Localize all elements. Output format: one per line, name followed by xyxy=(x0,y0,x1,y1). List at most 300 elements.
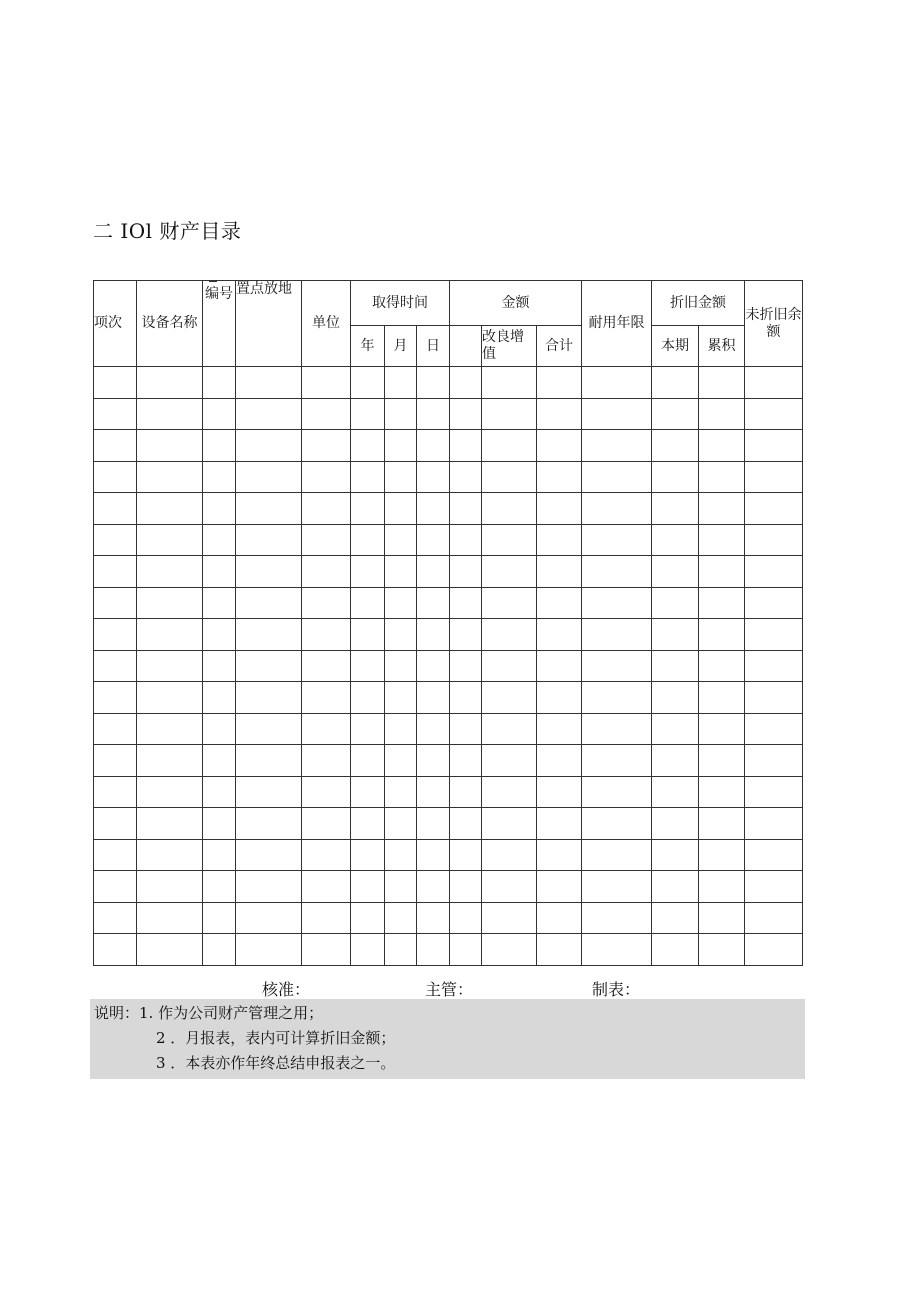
table-cell xyxy=(302,556,351,588)
table-cell xyxy=(94,524,137,556)
table-cell xyxy=(450,587,482,619)
table-cell xyxy=(351,461,385,493)
table-cell xyxy=(137,839,203,871)
table-cell xyxy=(482,398,537,430)
table-cell xyxy=(203,682,236,714)
approval-label: 核准： xyxy=(262,980,311,999)
table-cell xyxy=(582,808,652,840)
table-cell xyxy=(745,524,803,556)
table-row xyxy=(94,461,803,493)
table-cell xyxy=(417,461,450,493)
signature-line xyxy=(0,977,920,999)
header-total: 合计 xyxy=(537,326,582,367)
table-cell xyxy=(699,682,745,714)
table-cell xyxy=(385,524,417,556)
table-cell xyxy=(482,493,537,525)
table-cell xyxy=(537,902,582,934)
table-cell xyxy=(236,367,302,399)
header-number xyxy=(203,281,236,367)
table-cell xyxy=(94,493,137,525)
table-cell xyxy=(302,902,351,934)
table-row xyxy=(94,682,803,714)
table-cell xyxy=(94,776,137,808)
table-cell xyxy=(699,902,745,934)
table-cell xyxy=(450,934,482,966)
header-unit: 单位 xyxy=(302,281,351,367)
table-cell xyxy=(537,776,582,808)
table-cell xyxy=(94,619,137,651)
table-body xyxy=(94,367,803,966)
table-cell xyxy=(417,713,450,745)
table-cell xyxy=(582,430,652,462)
table-row xyxy=(94,650,803,682)
table-cell xyxy=(137,902,203,934)
table-cell xyxy=(351,808,385,840)
table-cell xyxy=(745,587,803,619)
table-cell xyxy=(482,367,537,399)
table-cell xyxy=(582,619,652,651)
table-cell xyxy=(582,682,652,714)
table-cell xyxy=(351,524,385,556)
table-cell xyxy=(351,839,385,871)
table-cell xyxy=(745,650,803,682)
table-cell xyxy=(302,713,351,745)
table-cell xyxy=(351,493,385,525)
table-cell xyxy=(236,556,302,588)
table-cell xyxy=(385,430,417,462)
header-year: 年 xyxy=(351,326,385,367)
table-cell xyxy=(482,871,537,903)
table-cell xyxy=(450,839,482,871)
table-cell xyxy=(236,776,302,808)
table-cell xyxy=(203,713,236,745)
table-cell xyxy=(137,493,203,525)
header-depreciation-amount: 折旧金额 xyxy=(652,281,745,326)
table-cell xyxy=(450,902,482,934)
table-cell xyxy=(699,430,745,462)
table-cell xyxy=(652,619,699,651)
table-cell xyxy=(652,839,699,871)
table-row xyxy=(94,713,803,745)
table-cell xyxy=(652,934,699,966)
table-cell xyxy=(745,839,803,871)
table-cell xyxy=(745,556,803,588)
table-cell xyxy=(94,713,137,745)
table-row xyxy=(94,587,803,619)
table-cell xyxy=(236,902,302,934)
table-cell xyxy=(745,808,803,840)
header-item-no: 项次 xyxy=(94,281,137,367)
table-cell xyxy=(652,808,699,840)
notes-line-1 xyxy=(94,1001,323,1025)
table-cell xyxy=(652,430,699,462)
table-cell xyxy=(582,745,652,777)
table-cell xyxy=(302,808,351,840)
table-cell xyxy=(745,682,803,714)
table-cell xyxy=(351,682,385,714)
table-cell xyxy=(482,713,537,745)
header-location: 置点放地 xyxy=(236,281,302,367)
table-cell xyxy=(236,808,302,840)
table-cell xyxy=(450,808,482,840)
table-cell xyxy=(699,493,745,525)
table-cell xyxy=(236,493,302,525)
table-cell xyxy=(417,839,450,871)
header-undepreciated-balance: 未折旧余额 xyxy=(745,281,803,367)
header-day: 日 xyxy=(417,326,450,367)
table-row xyxy=(94,556,803,588)
table-cell xyxy=(137,871,203,903)
table-cell xyxy=(385,493,417,525)
table-cell xyxy=(203,934,236,966)
table-cell xyxy=(745,619,803,651)
table-row xyxy=(94,871,803,903)
table-row xyxy=(94,934,803,966)
table-cell xyxy=(699,461,745,493)
table-cell xyxy=(417,493,450,525)
table-cell xyxy=(582,713,652,745)
table-cell xyxy=(652,776,699,808)
table-cell xyxy=(385,808,417,840)
header-acquired-date: 取得时间 xyxy=(351,281,450,326)
table-cell xyxy=(537,871,582,903)
header-month: 月 xyxy=(385,326,417,367)
table-cell xyxy=(482,587,537,619)
table-cell xyxy=(417,587,450,619)
table-row xyxy=(94,524,803,556)
table-cell xyxy=(137,524,203,556)
table-cell xyxy=(203,493,236,525)
table-cell xyxy=(417,745,450,777)
table-row xyxy=(94,398,803,430)
table-cell xyxy=(699,808,745,840)
header-current-period: 本期 xyxy=(652,326,699,367)
table-cell xyxy=(745,934,803,966)
table-cell xyxy=(94,650,137,682)
table-cell xyxy=(482,808,537,840)
table-cell xyxy=(302,871,351,903)
table-cell xyxy=(482,650,537,682)
notes-line-3: 3 ．本表亦作年终总结申报表之一。 xyxy=(156,1054,396,1072)
table-cell xyxy=(450,713,482,745)
table-cell xyxy=(351,398,385,430)
table-cell xyxy=(236,619,302,651)
table-cell xyxy=(417,367,450,399)
table-cell xyxy=(203,619,236,651)
table-cell xyxy=(94,430,137,462)
table-cell xyxy=(94,745,137,777)
table-cell xyxy=(385,745,417,777)
table-row xyxy=(94,619,803,651)
table-cell xyxy=(537,619,582,651)
table-cell xyxy=(652,398,699,430)
table-cell xyxy=(450,461,482,493)
table-cell xyxy=(236,713,302,745)
table-cell xyxy=(94,839,137,871)
table-cell xyxy=(203,902,236,934)
table-cell xyxy=(236,461,302,493)
table-cell xyxy=(699,839,745,871)
table-cell xyxy=(203,367,236,399)
table-cell xyxy=(236,430,302,462)
table-cell xyxy=(385,682,417,714)
table-cell xyxy=(203,808,236,840)
table-cell xyxy=(537,556,582,588)
table-cell xyxy=(203,587,236,619)
table-cell xyxy=(302,650,351,682)
table-cell xyxy=(450,619,482,651)
table-cell xyxy=(417,650,450,682)
table-cell xyxy=(450,556,482,588)
header-equipment-name: 设备名称 xyxy=(137,281,203,367)
table-cell xyxy=(417,808,450,840)
table-cell xyxy=(699,556,745,588)
table-cell xyxy=(652,493,699,525)
table-cell xyxy=(582,587,652,619)
table-cell xyxy=(385,367,417,399)
table-cell xyxy=(699,776,745,808)
table-cell xyxy=(450,524,482,556)
table-cell xyxy=(699,619,745,651)
table-cell xyxy=(351,934,385,966)
table-cell xyxy=(302,398,351,430)
table-cell xyxy=(203,745,236,777)
table-cell xyxy=(537,745,582,777)
table-cell xyxy=(351,902,385,934)
table-cell xyxy=(94,871,137,903)
table-cell xyxy=(385,461,417,493)
table-cell xyxy=(203,556,236,588)
table-cell xyxy=(699,871,745,903)
table-cell xyxy=(137,808,203,840)
table-cell xyxy=(302,461,351,493)
table-cell xyxy=(699,524,745,556)
table-cell xyxy=(137,587,203,619)
property-inventory-table xyxy=(93,280,803,966)
table-cell xyxy=(582,650,652,682)
table-cell xyxy=(417,524,450,556)
table-cell xyxy=(582,871,652,903)
table-cell xyxy=(450,745,482,777)
table-cell xyxy=(302,682,351,714)
table-row xyxy=(94,839,803,871)
table-cell xyxy=(417,934,450,966)
table-cell xyxy=(351,650,385,682)
table-row xyxy=(94,776,803,808)
table-cell xyxy=(137,745,203,777)
table-cell xyxy=(203,839,236,871)
table-cell xyxy=(94,367,137,399)
table-cell xyxy=(652,524,699,556)
table-cell xyxy=(351,619,385,651)
table-cell xyxy=(385,713,417,745)
table-cell xyxy=(137,682,203,714)
table-cell xyxy=(137,934,203,966)
table-cell xyxy=(582,461,652,493)
table-cell xyxy=(236,682,302,714)
table-cell xyxy=(699,745,745,777)
table-cell xyxy=(537,398,582,430)
table-cell xyxy=(385,839,417,871)
table-cell xyxy=(236,650,302,682)
table-cell xyxy=(537,682,582,714)
table-cell xyxy=(537,524,582,556)
table-cell xyxy=(385,902,417,934)
header-number-label: 编号 xyxy=(205,286,233,302)
table-cell xyxy=(94,808,137,840)
table-cell xyxy=(482,524,537,556)
table-row xyxy=(94,367,803,399)
table-cell xyxy=(652,745,699,777)
table-cell xyxy=(137,650,203,682)
table-cell xyxy=(302,587,351,619)
table-cell xyxy=(745,461,803,493)
table-cell xyxy=(137,398,203,430)
table-cell xyxy=(450,430,482,462)
table-cell xyxy=(582,367,652,399)
table-cell xyxy=(302,493,351,525)
table-cell xyxy=(652,650,699,682)
table-cell xyxy=(137,430,203,462)
table-cell xyxy=(652,713,699,745)
table-cell xyxy=(302,430,351,462)
table-cell xyxy=(137,556,203,588)
notes-box xyxy=(90,999,805,1079)
table-cell xyxy=(652,461,699,493)
table-cell xyxy=(582,902,652,934)
table-cell xyxy=(385,619,417,651)
table-cell xyxy=(745,398,803,430)
table-cell xyxy=(699,713,745,745)
table-cell xyxy=(652,902,699,934)
table-cell xyxy=(94,934,137,966)
table-cell xyxy=(417,902,450,934)
header-improvement-value: 改良增值 xyxy=(482,326,537,367)
table-cell xyxy=(302,839,351,871)
table-cell xyxy=(302,776,351,808)
header-useful-life: 耐用年限 xyxy=(582,281,652,367)
table-cell xyxy=(385,398,417,430)
table-cell xyxy=(94,587,137,619)
table-cell xyxy=(537,713,582,745)
table-cell xyxy=(94,682,137,714)
table-cell xyxy=(385,587,417,619)
table-cell xyxy=(137,713,203,745)
table-cell xyxy=(652,367,699,399)
table-cell xyxy=(417,430,450,462)
table-cell xyxy=(450,871,482,903)
table-cell xyxy=(537,430,582,462)
table-cell xyxy=(417,871,450,903)
table-cell xyxy=(482,839,537,871)
table-cell xyxy=(385,934,417,966)
table-cell xyxy=(236,745,302,777)
table-cell xyxy=(203,776,236,808)
table-row xyxy=(94,493,803,525)
table-cell xyxy=(537,493,582,525)
table-cell xyxy=(582,524,652,556)
table-cell xyxy=(482,461,537,493)
table-cell xyxy=(203,524,236,556)
table-cell xyxy=(582,776,652,808)
table-cell xyxy=(582,934,652,966)
table-cell xyxy=(482,902,537,934)
table-row xyxy=(94,902,803,934)
table-cell xyxy=(537,808,582,840)
table-cell xyxy=(450,367,482,399)
table-cell xyxy=(351,587,385,619)
table-cell xyxy=(652,587,699,619)
supervisor-label: 主管： xyxy=(425,980,474,999)
table-cell xyxy=(699,367,745,399)
table-cell xyxy=(699,650,745,682)
table-cell xyxy=(699,587,745,619)
table-cell xyxy=(450,650,482,682)
table-cell xyxy=(385,650,417,682)
table-cell xyxy=(652,682,699,714)
table-cell xyxy=(203,430,236,462)
table-cell xyxy=(482,556,537,588)
table-cell xyxy=(582,556,652,588)
table-cell xyxy=(450,682,482,714)
table-cell xyxy=(351,871,385,903)
table-cell xyxy=(450,776,482,808)
table-cell xyxy=(302,745,351,777)
table-cell xyxy=(652,556,699,588)
table-cell xyxy=(482,776,537,808)
table-cell xyxy=(482,745,537,777)
table-cell xyxy=(699,398,745,430)
table-row xyxy=(94,430,803,462)
table-cell xyxy=(203,461,236,493)
table-cell xyxy=(137,776,203,808)
table-cell xyxy=(582,839,652,871)
table-cell xyxy=(351,745,385,777)
table-cell xyxy=(385,871,417,903)
table-cell xyxy=(236,398,302,430)
table-cell xyxy=(236,934,302,966)
table-cell xyxy=(699,934,745,966)
table-cell xyxy=(745,745,803,777)
table-cell xyxy=(482,934,537,966)
preparer-label: 制表： xyxy=(592,980,641,999)
table-cell xyxy=(94,461,137,493)
table-cell xyxy=(203,871,236,903)
header-amount-blank xyxy=(450,326,482,367)
table-cell xyxy=(351,776,385,808)
table-cell xyxy=(236,587,302,619)
table-cell xyxy=(137,367,203,399)
table-cell xyxy=(236,839,302,871)
table-cell xyxy=(745,493,803,525)
table-cell xyxy=(482,682,537,714)
table-cell xyxy=(351,430,385,462)
table-cell xyxy=(482,619,537,651)
table-cell xyxy=(236,871,302,903)
table-cell xyxy=(652,871,699,903)
table-cell xyxy=(302,367,351,399)
table-cell xyxy=(537,839,582,871)
table-cell xyxy=(385,556,417,588)
notes-line-2: 2 ．月报表，表内可计算折旧金额； xyxy=(156,1029,396,1047)
table-cell xyxy=(745,430,803,462)
table-cell xyxy=(537,650,582,682)
table-cell xyxy=(537,367,582,399)
table-cell xyxy=(537,587,582,619)
table-cell xyxy=(351,713,385,745)
header-amount: 金额 xyxy=(450,281,582,326)
dash-mark xyxy=(209,281,217,282)
